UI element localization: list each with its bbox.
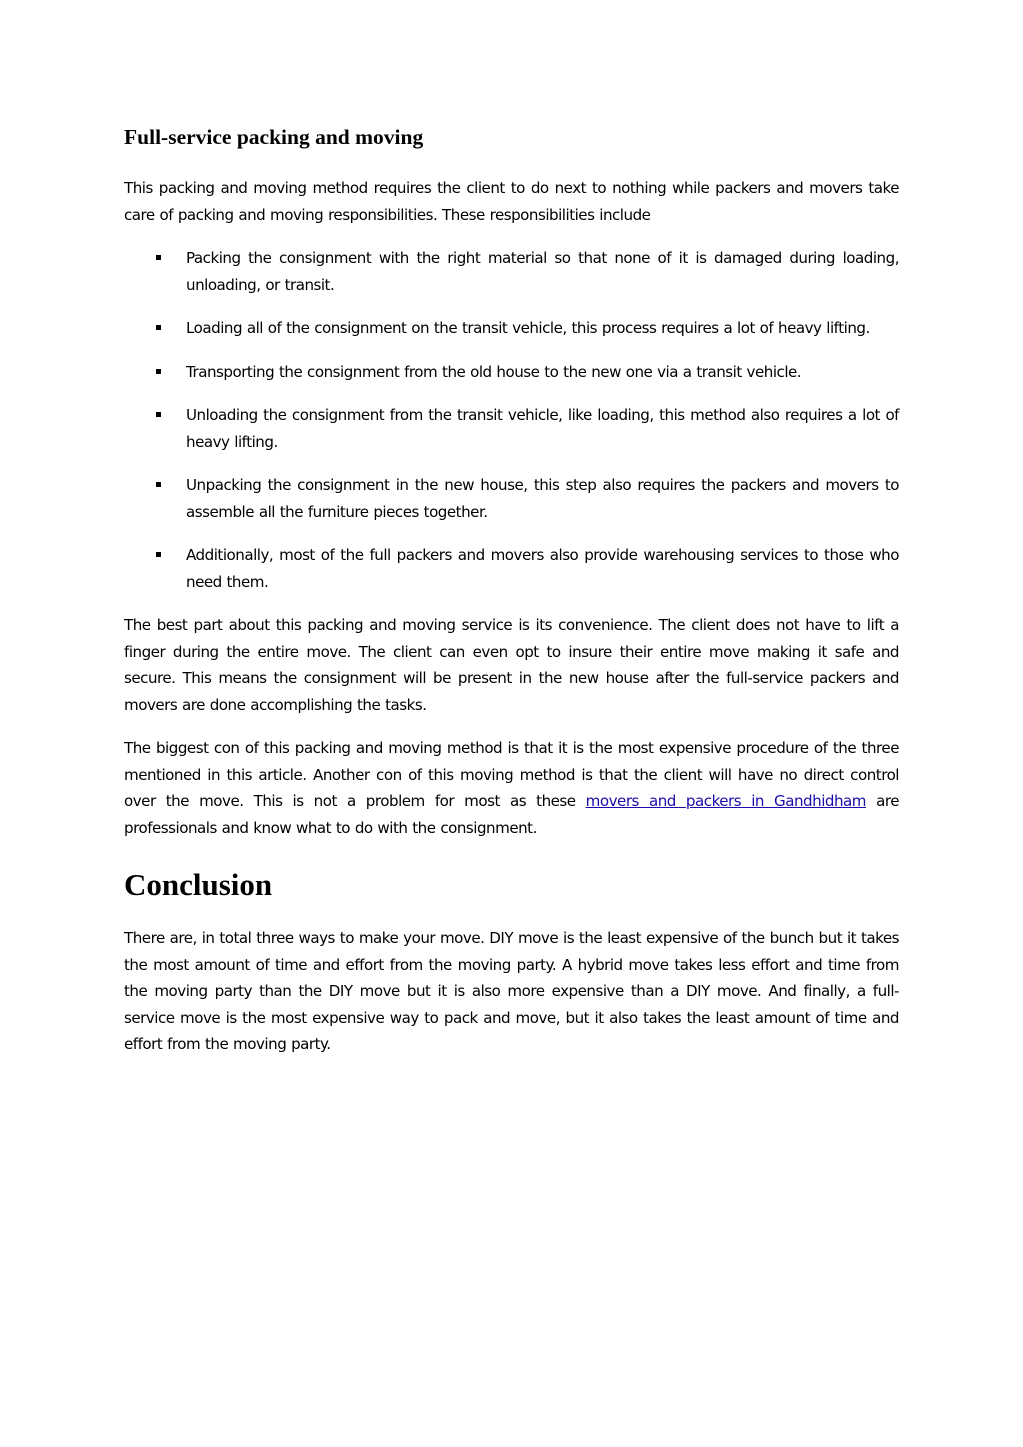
list-item: [124, 402, 899, 455]
list-item: [124, 542, 899, 595]
conclusion-paragraph: There are, in total three ways to make your move. DIY move is the least expensive of the bunch but it takes the most amount of time and effort from the moving party. A hybrid move takes less effort and time from the moving party than the DIY move but it is also more expensive than a DIY move. And finally, a full-service move is the most expensive way to pack and move, but it also takes the least amount of time and effort from the moving party.: [124, 929, 899, 1053]
square-bullet-icon: [156, 325, 161, 330]
drawbacks-paragraph: [124, 735, 899, 841]
convenience-paragraph: The best part about this packing and moving service is its convenience. The client does not have to lift a finger during the entire move. The client can even opt to insure their entire move making it safe and secure. This means the consignment will be present in the new house after the full-service packers and movers are done accomplishing the tasks.: [124, 616, 899, 714]
section-heading: Full-service packing and moving: [124, 125, 424, 149]
list-item-text: Unloading the consignment from the transit vehicle, like loading, this method also requires a lot of heavy lifting.: [186, 406, 899, 451]
list-item-text: Transporting the consignment from the old house to the new one via a transit vehicle.: [186, 362, 802, 381]
list-item: [124, 359, 899, 386]
drawbacks-text-start: The biggest con of this packing and moving method is that it is the most expensive procedure of the three mentioned in this article. Another con of this moving method is that the client will have no direct control over the move. This is not a problem for most as these: [124, 739, 899, 810]
intro-paragraph: This packing and moving method requires the client to do next to nothing while packers and movers take care of packing and moving responsibilities. These responsibilities include: [124, 179, 899, 224]
list-item: [124, 245, 899, 298]
list-item-text: Unpacking the consignment in the new house, this step also requires the packers and movers to assemble all the furniture pieces together.: [186, 476, 899, 521]
square-bullet-icon: [156, 412, 161, 417]
square-bullet-icon: [156, 369, 161, 374]
drawbacks-text-end: are professionals and know what to do with the consignment.: [124, 792, 899, 837]
square-bullet-icon: [156, 255, 161, 260]
list-item-text: Packing the consignment with the right material so that none of it is damaged during loading, unloading, or transit.: [186, 249, 899, 294]
square-bullet-icon: [156, 552, 161, 557]
document-page: [124, 122, 899, 1075]
list-item: [124, 315, 899, 342]
responsibilities-list: [124, 245, 899, 595]
conclusion-heading: Conclusion: [124, 867, 273, 902]
movers-packers-link[interactable]: movers and packers in Gandhidham: [585, 792, 866, 810]
square-bullet-icon: [156, 482, 161, 487]
list-item-text: Loading all of the consignment on the transit vehicle, this process requires a lot of heavy lifting.: [186, 319, 870, 337]
list-item-text: Additionally, most of the full packers and movers also provide warehousing services to those who need them.: [186, 546, 899, 591]
list-item: [124, 472, 899, 525]
